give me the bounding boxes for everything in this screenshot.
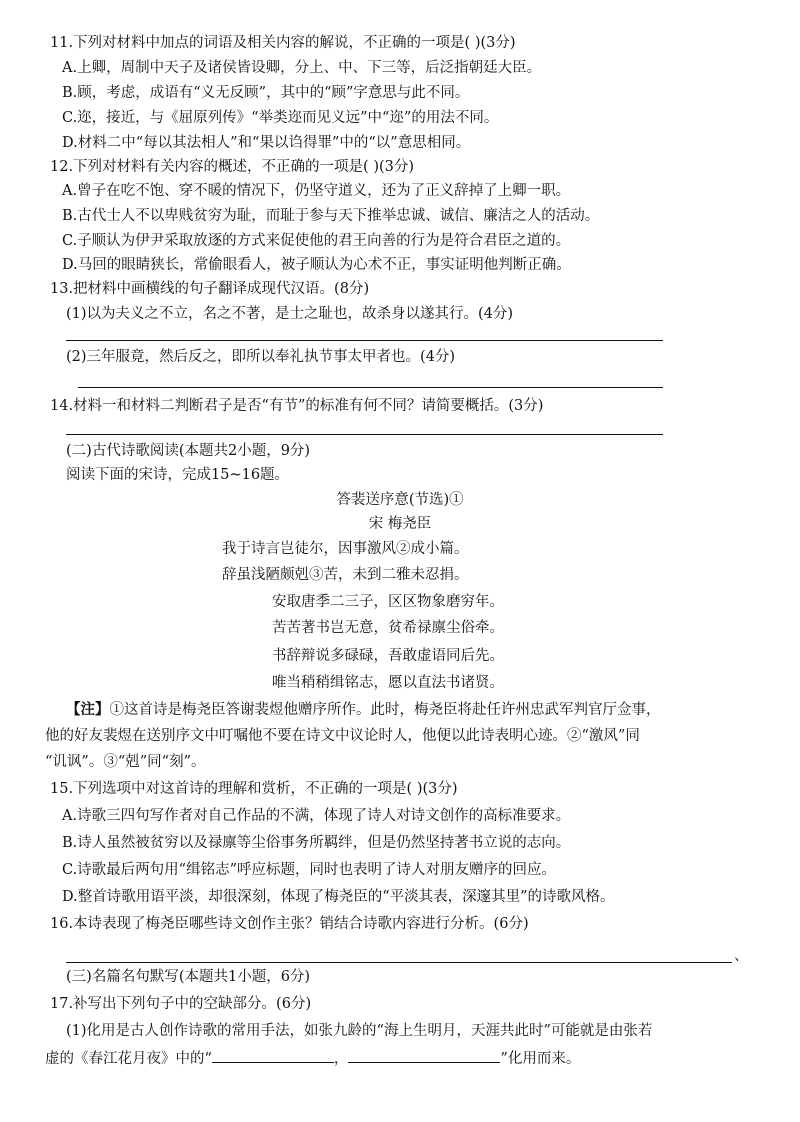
q17-text-a: 虚的《春江花月夜》中的“ [45,1051,212,1067]
q12-option-a: A.曾子在吃不饱、穿不暖的情况下，仍坚守道义，还为了正义辞掉了上卿一职。 [62,183,571,199]
q11-option-a: A.上卿，周制中天子及诸侯皆设卿，分上、中、下三等，后泛指朝廷大臣。 [62,60,542,76]
poem-line-1: 我于诗言岂徒尔，因事激风②成小篇。 [222,541,469,557]
q15-option-a: A.诗歌三四句写作者对自己作品的不满，体现了诗人对诗文创作的高标准要求。 [62,808,571,824]
poem-line-3: 安取唐季二三子，区区物象磨穷年。 [272,594,504,610]
fill-blank-1[interactable] [212,1047,334,1063]
fill-blank-2[interactable] [348,1047,500,1063]
poem-line-4: 苦苦著书岂无意，贫希禄廪尘俗牵。 [272,620,504,636]
section2-intro: 阅读下面的宋诗，完成15~16题。 [66,467,290,483]
poem-line-2: 辞虽浅陋颇剋③苦，未到二雅未忍捐。 [222,567,469,583]
q12-option-d: D.马回的眼睛狭长，常偷眼看人，被子顺认为心术不正，事实证明他判断正确。 [62,257,571,273]
note-text-1: ①这首诗是梅尧臣答谢裴煜他赠序所作。此时，梅尧臣将赴任许州忠武军判官厅佥事， [109,702,661,718]
q15-option-d: D.整首诗歌用语平淡，却很深刻，体现了梅尧臣的“平淡其表，深邃其里”的诗歌风格。 [62,889,615,905]
q13-sentence-2: (2)三年服竟，然后反之，即所以奉礼执节事太甲者也。(4分) [66,349,456,365]
q17-part1-line1: (1)化用是古人创作诗歌的常用手法，如张九龄的“海上生明月，天涯共此时”可能就是由张若 [66,1023,653,1039]
answer-line-4[interactable] [66,962,732,963]
answer-line-2[interactable] [78,387,663,388]
q15-option-c: C.诗歌最后两句用“缉铭志”呼应标题，同时也表明了诗人对朋友赠序的回应。 [62,862,557,878]
poem-title: 答裴送序意(节选)① [336,492,464,508]
poem-note-line-1 [66,700,661,720]
answer-line-3[interactable] [66,434,663,435]
q11-stem: 11.下列对材料中加点的词语及相关内容的解说，不正确的一项是( )(3分) [50,35,516,51]
q17-text-b: ”化用而来。 [500,1051,581,1067]
q15-stem: 15.下列选项中对这首诗的理解和赏析，不正确的一项是( )(3分) [50,781,458,797]
q12-option-b: B.古代士人不以卑贱贫穷为耻，而耻于参与天下推举忠诚、诚信、廉洁之人的活动。 [62,208,600,224]
poem-line-6: 唯当稍稍缉铭志，愿以直法书诸贤。 [272,675,504,691]
q16-stem: 16.本诗表现了梅尧臣哪些诗文创作主张？销结合诗歌内容进行分析。(6分) [50,916,529,932]
q13-sentence-1: (1)以为夫义之不立，名之不著，是士之耻也，故杀身以遂其行。(4分) [66,306,514,322]
q11-option-c: C.迩，接近，与《屈原列传》“举类迩而见义远”中“迩”的用法不同。 [62,110,499,126]
q14-stem: 14.材料一和材料二判断君子是否“有节”的标准有何不同？请简要概括。(3分) [50,398,544,414]
q17-comma: ， [333,1051,349,1067]
q11-option-d: D.材料二中“每以其法相人”和“果以诌得罪”中的“以”意思相同。 [62,135,471,151]
note-tag: 【注】 [66,701,110,718]
q17-part1-line2 [45,1047,580,1069]
section3-heading: (三)名篇名句默写(本题共1小题，6分) [66,969,311,985]
answer-line-1[interactable] [66,340,663,341]
poem-note-line-3: “讥讽”。③“剋”同“刻”。 [45,754,206,770]
poem-line-5: 书辞辩说多碌碌，吾敢虚语同后先。 [272,648,504,664]
q13-stem: 13.把材料中画横线的句子翻译成现代汉语。(8分) [50,281,370,297]
poem-note-line-2: 他的好友裴煜在送别序文中叮嘱他不要在诗文中议论时人，他便以此诗表明心迹。②“激风”同 [45,728,640,744]
section2-heading: (二)古代诗歌阅读(本题共2小题，9分) [66,443,311,459]
q12-option-c: C.子顺认为伊尹采取放逐的方式来促使他的君王向善的行为是符合君臣之道的。 [62,233,571,249]
q11-option-b: B.顾，考虑，成语有“义无反顾”，其中的“顾”字意思与此不同。 [62,85,470,101]
q17-stem: 17.补写出下列句子中的空缺部分。(6分) [50,996,312,1012]
q16-tail-mark: 、 [734,948,749,964]
q12-stem: 12.下列对材料有关内容的概述，不正确的一项是( )(3分) [50,159,415,175]
poem-author: 宋 梅尧臣 [368,516,432,532]
q15-option-b: B.诗人虽然被贫穷以及禄廪等尘俗事务所羁绊，但是仍然坚持著书立说的志向。 [62,835,571,851]
